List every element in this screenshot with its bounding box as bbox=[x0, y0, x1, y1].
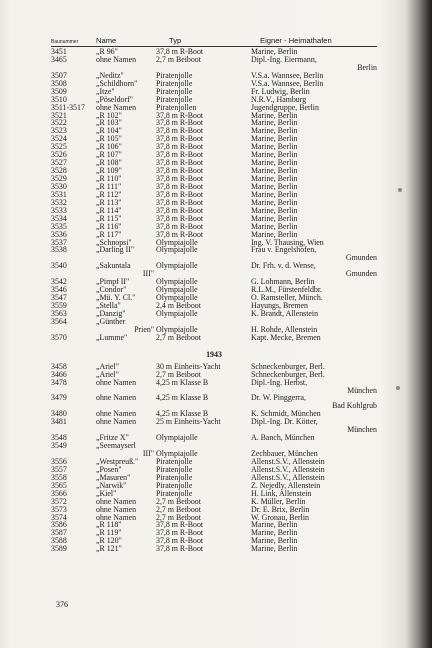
typ-cell: Piratenjolle bbox=[156, 488, 193, 498]
typ-cell: 2,7 m Beiboot bbox=[156, 504, 201, 514]
baunummer-cell: 3565 bbox=[51, 480, 67, 490]
baunummer-cell: 3540 bbox=[51, 261, 67, 271]
eigner-cell: München bbox=[347, 385, 377, 395]
page-spot bbox=[396, 386, 400, 390]
name-cell: „R 102" bbox=[96, 110, 122, 120]
name-cell: „R 110" bbox=[96, 174, 122, 183]
baunummer-cell: 3481 bbox=[51, 417, 67, 427]
name-cell: III" bbox=[142, 269, 154, 279]
typ-cell: 37,8 m R-Boot bbox=[156, 134, 204, 144]
typ-cell: Piratenjolle bbox=[156, 472, 193, 482]
eigner-cell: Marine, Berlin bbox=[251, 520, 298, 530]
typ-cell: 37,8 m R-Boot bbox=[156, 528, 204, 538]
typ-cell: 2,7 m Beiboot bbox=[156, 332, 201, 342]
name-cell: ohne Namen bbox=[96, 504, 137, 514]
baunummer-cell: 3563 bbox=[51, 308, 67, 318]
eigner-cell: Marine, Berlin bbox=[251, 118, 298, 128]
eigner-cell: Gmunden bbox=[345, 253, 377, 263]
typ-cell: 4,25 m Klasse B bbox=[156, 377, 209, 387]
eigner-cell: Marine, Berlin bbox=[251, 110, 298, 120]
eigner-cell: Marine, Berlin bbox=[251, 536, 298, 546]
name-cell: ohne Namen bbox=[96, 409, 137, 419]
typ-cell: Piratenjolle bbox=[156, 456, 193, 466]
name-cell: „R 115" bbox=[96, 213, 122, 223]
typ-cell: Piratenjolle bbox=[156, 480, 193, 490]
eigner-cell: Marine, Berlin bbox=[251, 205, 298, 215]
name-cell: „Mü. Y. Cl." bbox=[96, 293, 136, 303]
typ-cell: 37,8 m R-Boot bbox=[156, 150, 204, 160]
name-cell: „Günther bbox=[96, 316, 126, 326]
baunummer-cell: 3523 bbox=[51, 126, 67, 136]
typ-cell: Olympiajolle bbox=[156, 245, 198, 255]
header-name: Name bbox=[96, 36, 117, 45]
typ-cell: 37,8 m R-Boot bbox=[156, 213, 204, 223]
eigner-cell: O. Ramsteller, Münch. bbox=[251, 293, 323, 303]
baunummer-cell: 3479 bbox=[51, 393, 67, 403]
typ-cell: 37,8 m R-Boot bbox=[156, 520, 204, 530]
table-row bbox=[51, 246, 377, 254]
baunummer-cell: 3546 bbox=[51, 285, 67, 295]
name-cell: „R 96" bbox=[96, 47, 118, 56]
typ-cell: 37,8 m R-Boot bbox=[156, 166, 204, 176]
eigner-cell: Marine, Berlin bbox=[251, 221, 298, 231]
eigner-cell: N.R.V., Hamburg bbox=[251, 94, 307, 104]
eigner-cell: Marine, Berlin bbox=[251, 189, 298, 199]
name-cell: ohne Namen bbox=[96, 377, 137, 387]
name-cell: „R 116" bbox=[96, 221, 122, 231]
eigner-cell: Frau v. Engelshofen, bbox=[251, 245, 317, 255]
table-row bbox=[51, 418, 377, 426]
name-cell: „R 114" bbox=[96, 205, 122, 215]
baunummer-cell: 3530 bbox=[51, 181, 67, 191]
table-row bbox=[51, 442, 377, 450]
typ-cell: 37,8 m R-Boot bbox=[156, 47, 204, 56]
baunummer-cell: 3508 bbox=[51, 78, 67, 88]
eigner-cell: H. Link, Allenstein bbox=[251, 488, 312, 498]
typ-cell: Olympiajolle bbox=[156, 261, 198, 271]
typ-cell: Olympiajolle bbox=[156, 324, 198, 334]
eigner-cell: Berlin bbox=[357, 62, 377, 72]
name-cell: ohne Namen bbox=[96, 54, 137, 64]
table-row bbox=[51, 56, 377, 64]
eigner-cell: München bbox=[347, 425, 377, 435]
eigner-cell: Marine, Berlin bbox=[251, 134, 298, 144]
eigner-cell: Fr. Ludwig, Berlin bbox=[251, 86, 310, 96]
name-cell: ohne Namen bbox=[96, 496, 137, 506]
baunummer-cell: 3572 bbox=[51, 496, 67, 506]
eigner-cell: Allenst.S.V., Allenstein bbox=[251, 456, 325, 466]
table-row bbox=[51, 262, 377, 270]
eigner-cell: K. Brandt, Allenstein bbox=[251, 308, 319, 318]
baunummer-cell: 3537 bbox=[51, 237, 67, 247]
baunummer-cell: 3587 bbox=[51, 528, 67, 538]
typ-cell: 2,7 m Beiboot bbox=[156, 54, 201, 64]
baunummer-cell: 3564 bbox=[51, 316, 67, 326]
page-number: 376 bbox=[56, 600, 68, 609]
name-cell: III" bbox=[142, 449, 154, 458]
name-cell: „R 111" bbox=[96, 181, 122, 191]
typ-cell: Piratenjolle bbox=[156, 94, 193, 104]
eigner-cell: Kapt. Mecke, Bremen bbox=[251, 332, 321, 342]
eigner-cell: Allenst.S.V., Allenstein bbox=[251, 472, 325, 482]
baunummer-cell: 3559 bbox=[51, 301, 67, 310]
header-baunummer: Baunummer bbox=[51, 39, 79, 45]
baunummer-cell: 3558 bbox=[51, 472, 67, 482]
name-cell: „R 109" bbox=[96, 166, 122, 176]
baunummer-cell: 3465 bbox=[51, 54, 67, 64]
name-cell: ohne Namen bbox=[96, 417, 137, 427]
eigner-cell: Marine, Berlin bbox=[251, 544, 298, 554]
baunummer-cell: 3524 bbox=[51, 134, 67, 144]
name-cell: „R 117" bbox=[96, 229, 122, 239]
eigner-cell: Marine, Berlin bbox=[251, 528, 298, 538]
typ-cell: Piratenjollen bbox=[156, 102, 197, 112]
eigner-cell: Schneckenburger, Berl. bbox=[251, 369, 325, 379]
eigner-cell: Dipl.-Ing. Eiermann, bbox=[251, 54, 317, 64]
eigner-cell: W. Gronau, Berlin bbox=[251, 512, 309, 522]
name-cell: „Neditz" bbox=[96, 70, 124, 80]
eigner-cell: Marine, Berlin bbox=[251, 47, 298, 56]
eigner-cell: R.L.M., Fürstenfeldbr. bbox=[251, 285, 323, 295]
table-row bbox=[51, 318, 377, 326]
baunummer-cell: 3480 bbox=[51, 409, 67, 419]
name-cell: ohne Namen bbox=[96, 102, 137, 112]
table-row bbox=[51, 394, 377, 402]
typ-cell: Piratenjolle bbox=[156, 78, 193, 88]
eigner-cell: Dr. W. Pinggerra, bbox=[251, 393, 307, 403]
eigner-cell: G. Lohmann, Berlin bbox=[251, 277, 315, 287]
typ-cell: 4,25 m Klasse B bbox=[156, 393, 209, 403]
typ-cell: Piratenjolle bbox=[156, 86, 193, 96]
name-cell: „Ariel" bbox=[96, 361, 119, 371]
name-cell: „R 113" bbox=[96, 197, 122, 207]
typ-cell: Olympiajolle bbox=[156, 308, 198, 318]
typ-cell: 2,7 m Beiboot bbox=[156, 369, 201, 379]
baunummer-cell: 3466 bbox=[51, 369, 67, 379]
typ-cell: 37,8 m R-Boot bbox=[156, 110, 204, 120]
name-cell: „Condor" bbox=[96, 285, 127, 295]
table-row bbox=[51, 379, 377, 387]
typ-cell: Olympiajolle bbox=[156, 285, 198, 295]
name-cell: „R 103" bbox=[96, 118, 122, 128]
typ-cell: 37,8 m R-Boot bbox=[156, 118, 204, 128]
name-cell: „Pöseldorf" bbox=[96, 94, 133, 104]
eigner-cell: Marine, Berlin bbox=[251, 142, 298, 152]
name-cell: „Westpreuß." bbox=[96, 456, 139, 466]
typ-cell: 2,7 m Beiboot bbox=[156, 496, 201, 506]
typ-cell: 37,8 m R-Boot bbox=[156, 536, 204, 546]
baunummer-cell: 3528 bbox=[51, 166, 67, 176]
eigner-cell: Ing. V. Thausing, Wien bbox=[251, 237, 324, 247]
typ-cell: 37,8 m R-Boot bbox=[156, 181, 204, 191]
baunummer-cell: 3548 bbox=[51, 433, 67, 443]
name-cell: „Darling II" bbox=[96, 245, 135, 255]
typ-cell: 4,25 m Klasse B bbox=[156, 409, 209, 419]
baunummer-cell: 3527 bbox=[51, 158, 67, 168]
name-cell: „Fritze X" bbox=[96, 433, 129, 443]
section-b-list bbox=[51, 363, 377, 554]
typ-cell: 37,8 m R-Boot bbox=[156, 229, 204, 239]
typ-cell: Olympiajolle bbox=[156, 433, 198, 443]
eigner-cell: V.S.a. Wannsee, Berlin bbox=[251, 78, 324, 88]
baunummer-cell: 3525 bbox=[51, 142, 67, 152]
baunummer-cell: 3535 bbox=[51, 221, 67, 231]
eigner-cell: Gmunden bbox=[345, 269, 377, 279]
name-cell: „R 120" bbox=[96, 536, 122, 546]
name-cell: „Kiel" bbox=[96, 488, 117, 498]
name-cell: „Danzig" bbox=[96, 308, 126, 318]
name-cell: „Posen" bbox=[96, 464, 122, 474]
baunummer-cell: 3511-3517 bbox=[51, 102, 85, 112]
baunummer-cell: 3531 bbox=[51, 189, 67, 199]
eigner-cell: H. Rohde, Allenstein bbox=[251, 324, 318, 334]
baunummer-cell: 3536 bbox=[51, 229, 67, 239]
name-cell: „R 118" bbox=[96, 520, 122, 530]
name-cell: „Seemayserl bbox=[96, 441, 136, 451]
eigner-cell: Marine, Berlin bbox=[251, 150, 298, 160]
baunummer-cell: 3549 bbox=[51, 441, 67, 451]
typ-cell: 37,8 m R-Boot bbox=[156, 126, 204, 136]
name-cell: ohne Namen bbox=[96, 393, 137, 403]
eigner-cell: V.S.a. Wannsee, Berlin bbox=[251, 70, 324, 80]
page-spot bbox=[398, 188, 402, 192]
eigner-cell: K. Müller, Berlin bbox=[251, 496, 306, 506]
baunummer-cell: 3547 bbox=[51, 293, 67, 303]
year-heading: 1943 bbox=[206, 349, 222, 359]
eigner-cell: Z. Nejedly, Allenstein bbox=[251, 480, 321, 490]
baunummer-cell: 3589 bbox=[51, 544, 67, 554]
typ-cell: 37,8 m R-Boot bbox=[156, 189, 204, 199]
eigner-cell: Hayungs, Bremen bbox=[251, 301, 308, 310]
name-cell: „Schnopsi" bbox=[96, 237, 132, 247]
typ-cell: Olympiajolle bbox=[156, 293, 198, 303]
baunummer-cell: 3534 bbox=[51, 213, 67, 223]
page bbox=[51, 33, 377, 553]
name-cell: „Itze" bbox=[96, 86, 115, 96]
baunummer-cell: 3566 bbox=[51, 488, 67, 498]
name-cell: „Ariel" bbox=[96, 369, 119, 379]
name-cell: „Sakuntala bbox=[96, 261, 131, 271]
header-typ: Typ bbox=[169, 36, 182, 45]
name-cell: „Masuren" bbox=[96, 472, 131, 482]
typ-cell: 37,8 m R-Boot bbox=[156, 221, 204, 231]
table-row bbox=[51, 545, 377, 553]
eigner-cell: A. Banch, München bbox=[251, 433, 315, 443]
baunummer-cell: 3521 bbox=[51, 110, 67, 120]
eigner-cell: Schneckenburger, Berl. bbox=[251, 361, 325, 371]
baunummer-cell: 3586 bbox=[51, 520, 67, 530]
name-cell: „R 104" bbox=[96, 126, 122, 136]
typ-cell: 37,8 m R-Boot bbox=[156, 544, 204, 554]
eigner-cell: Marine, Berlin bbox=[251, 174, 298, 183]
name-cell: „R 112" bbox=[96, 189, 122, 199]
name-cell: „R 121" bbox=[96, 544, 122, 554]
typ-cell: 37,8 m R-Boot bbox=[156, 142, 204, 152]
baunummer-cell: 3526 bbox=[51, 150, 67, 160]
name-cell: „Schildhorn" bbox=[96, 78, 138, 88]
eigner-cell: Dipl.-Ing. Dr. Kötter, bbox=[251, 417, 318, 427]
typ-cell: 2,7 m Beiboot bbox=[156, 512, 201, 522]
baunummer-cell: 3458 bbox=[51, 361, 67, 371]
baunummer-cell: 3556 bbox=[51, 456, 67, 466]
name-cell: „Pimpf II" bbox=[96, 277, 130, 287]
baunummer-cell: 3507 bbox=[51, 70, 67, 80]
table-header bbox=[51, 33, 377, 47]
name-cell: Prien" bbox=[134, 324, 154, 334]
eigner-cell: K. Schmidt, München bbox=[251, 409, 321, 419]
baunummer-cell: 3451 bbox=[51, 47, 67, 56]
header-eigner: Eigner - Heimathafen bbox=[260, 36, 332, 45]
eigner-cell: Dr. Frh. v. d. Wense, bbox=[251, 261, 316, 271]
section-a-list bbox=[51, 48, 377, 342]
typ-cell: Piratenjolle bbox=[156, 464, 193, 474]
eigner-cell: Jugendgruppe, Berlin bbox=[251, 102, 319, 112]
table-row bbox=[51, 334, 377, 342]
eigner-cell: Zechbauer, München bbox=[251, 449, 318, 458]
eigner-cell: Marine, Berlin bbox=[251, 213, 298, 223]
name-cell: „Stella" bbox=[96, 301, 121, 310]
baunummer-cell: 3509 bbox=[51, 86, 67, 96]
typ-cell: 25 m Einheits-Yacht bbox=[156, 417, 221, 427]
typ-cell: Piratenjolle bbox=[156, 70, 193, 80]
baunummer-cell: 3588 bbox=[51, 536, 67, 546]
baunummer-cell: 3478 bbox=[51, 377, 67, 387]
baunummer-cell: 3532 bbox=[51, 197, 67, 207]
name-cell: „R 107" bbox=[96, 150, 122, 160]
baunummer-cell: 3533 bbox=[51, 205, 67, 215]
typ-cell: 2,4 m Beiboot bbox=[156, 301, 201, 310]
baunummer-cell: 3570 bbox=[51, 332, 67, 342]
baunummer-cell: 3529 bbox=[51, 174, 67, 183]
typ-cell: 37,8 m R-Boot bbox=[156, 205, 204, 215]
eigner-cell: Marine, Berlin bbox=[251, 126, 298, 136]
eigner-cell: Marine, Berlin bbox=[251, 166, 298, 176]
typ-cell: 37,8 m R-Boot bbox=[156, 174, 204, 183]
name-cell: „Narwik" bbox=[96, 480, 127, 490]
baunummer-cell: 3573 bbox=[51, 504, 67, 514]
eigner-cell: Marine, Berlin bbox=[251, 181, 298, 191]
name-cell: „R 119" bbox=[96, 528, 122, 538]
baunummer-cell: 3557 bbox=[51, 464, 67, 474]
eigner-cell: Bad Kohlgrub bbox=[332, 401, 377, 411]
baunummer-cell: 3510 bbox=[51, 94, 67, 104]
eigner-cell: Dipl.-Ing. Herbst, bbox=[251, 377, 308, 387]
name-cell: „Lumme" bbox=[96, 332, 128, 342]
eigner-cell: Allenst.S.V., Allenstein bbox=[251, 464, 325, 474]
eigner-cell: Marine, Berlin bbox=[251, 229, 298, 239]
baunummer-cell: 3574 bbox=[51, 512, 67, 522]
typ-cell: 30 m Einheits-Yacht bbox=[156, 361, 221, 371]
typ-cell: Olympiajolle bbox=[156, 449, 198, 458]
typ-cell: Olympiajolle bbox=[156, 277, 198, 287]
baunummer-cell: 3538 bbox=[51, 245, 67, 255]
typ-cell: 37,8 m R-Boot bbox=[156, 197, 204, 207]
name-cell: ohne Namen bbox=[96, 512, 137, 522]
name-cell: „R 108" bbox=[96, 158, 122, 168]
baunummer-cell: 3542 bbox=[51, 277, 67, 287]
typ-cell: 37,8 m R-Boot bbox=[156, 158, 204, 168]
typ-cell: Olympiajolle bbox=[156, 237, 198, 247]
baunummer-cell: 3522 bbox=[51, 118, 67, 128]
eigner-cell: Dr. E. Brix, Berlin bbox=[251, 504, 310, 514]
eigner-cell: Marine, Berlin bbox=[251, 158, 298, 168]
name-cell: „R 105" bbox=[96, 134, 122, 144]
name-cell: „R 106" bbox=[96, 142, 122, 152]
eigner-cell: Marine, Berlin bbox=[251, 197, 298, 207]
